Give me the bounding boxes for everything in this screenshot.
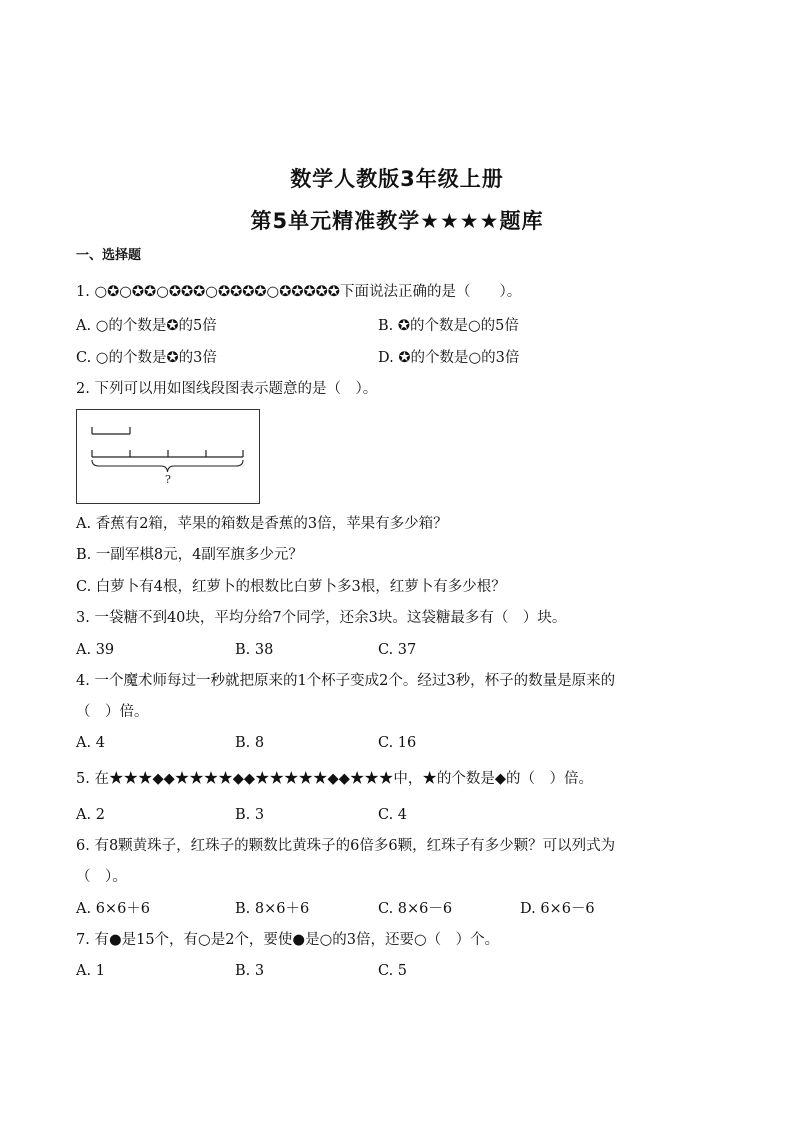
page-title: 数学人教版3年级上册 <box>290 167 504 191</box>
question-6-option-b[interactable]: B. 8×6＋6 <box>235 901 310 917</box>
question-7-option-b[interactable]: B. 3 <box>235 963 265 979</box>
question-6-option-d[interactable]: D. 6×6－6 <box>520 901 595 917</box>
question-7-option-a[interactable]: A. 1 <box>76 963 105 979</box>
question-3-option-b[interactable]: B. 38 <box>235 642 274 658</box>
question-7-option-c[interactable]: C. 5 <box>378 963 408 979</box>
question-3-option-c[interactable]: C. 37 <box>378 642 417 658</box>
question-5-stem: 5. 在★★★◆◆★★★★◆◆★★★★★◆◆★★★中，★的个数是◆的（ ）倍。 <box>76 771 593 787</box>
question-4-option-b[interactable]: B. 8 <box>235 735 265 751</box>
question-6-stem-line2: （ ）。 <box>76 869 127 885</box>
question-5-option-b[interactable]: B. 3 <box>235 807 265 823</box>
question-1-option-b[interactable]: B. ✪的个数是○的5倍 <box>378 318 519 334</box>
question-5-option-c[interactable]: C. 4 <box>378 807 408 823</box>
question-2-stem: 2. 下列可以用如图线段图表示题意的是（ ）。 <box>76 381 378 397</box>
question-1-stem: 1. ○✪○✪✪○✪✪✪○✪✪✪✪○✪✪✪✪✪下面说法正确的是（ ）。 <box>76 284 522 300</box>
question-1-option-c[interactable]: C. ○的个数是✪的3倍 <box>76 350 217 366</box>
question-4-option-a[interactable]: A. 4 <box>76 735 105 751</box>
question-6-option-a[interactable]: A. 6×6＋6 <box>76 901 151 917</box>
question-2-option-b[interactable]: B. 一副军棋8元，4副军旗多少元？ <box>76 547 303 563</box>
line-segment-diagram <box>76 409 260 504</box>
question-3-stem: 3. 一袋糖不到40块，平均分给7个同学，还余3块。这袋糖最多有（ ）块。 <box>76 610 567 626</box>
question-4-option-c[interactable]: C. 16 <box>378 735 417 751</box>
question-2-option-c[interactable]: C. 白萝卜有4根，红萝卜的根数比白萝卜多3根，红萝卜有多少根？ <box>76 579 506 595</box>
question-4-stem-line1: 4. 一个魔术师每过一秒就把原来的1个杯子变成2个。经过3秒，杯子的数量是原来的 <box>76 673 616 689</box>
question-2-option-a[interactable]: A. 香蕉有2箱，苹果的箱数是香蕉的3倍，苹果有多少箱？ <box>76 516 448 532</box>
question-6-option-c[interactable]: C. 8×6－6 <box>378 901 453 917</box>
question-4-stem-line2: （ ）倍。 <box>76 704 149 720</box>
question-7-stem: 7. 有●是15个，有○是2个，要使●是○的3倍，还要○（ ）个。 <box>76 932 500 948</box>
page-subtitle: 第5单元精准教学★★★★题库 <box>250 209 544 233</box>
segment-diagram-svg <box>77 410 261 505</box>
section-heading: 一、选择题 <box>76 248 142 263</box>
question-3-option-a[interactable]: A. 39 <box>76 642 115 658</box>
question-5-option-a[interactable]: A. 2 <box>76 807 105 823</box>
segment-total-label: ? <box>165 473 171 486</box>
question-1-option-a[interactable]: A. ○的个数是✪的5倍 <box>76 318 217 334</box>
question-6-stem-line1: 6. 有8颗黄珠子，红珠子的颗数比黄珠子的6倍多6颗，红珠子有多少颗？可以列式为 <box>76 838 616 854</box>
question-1-option-d[interactable]: D. ✪的个数是○的3倍 <box>378 350 520 366</box>
